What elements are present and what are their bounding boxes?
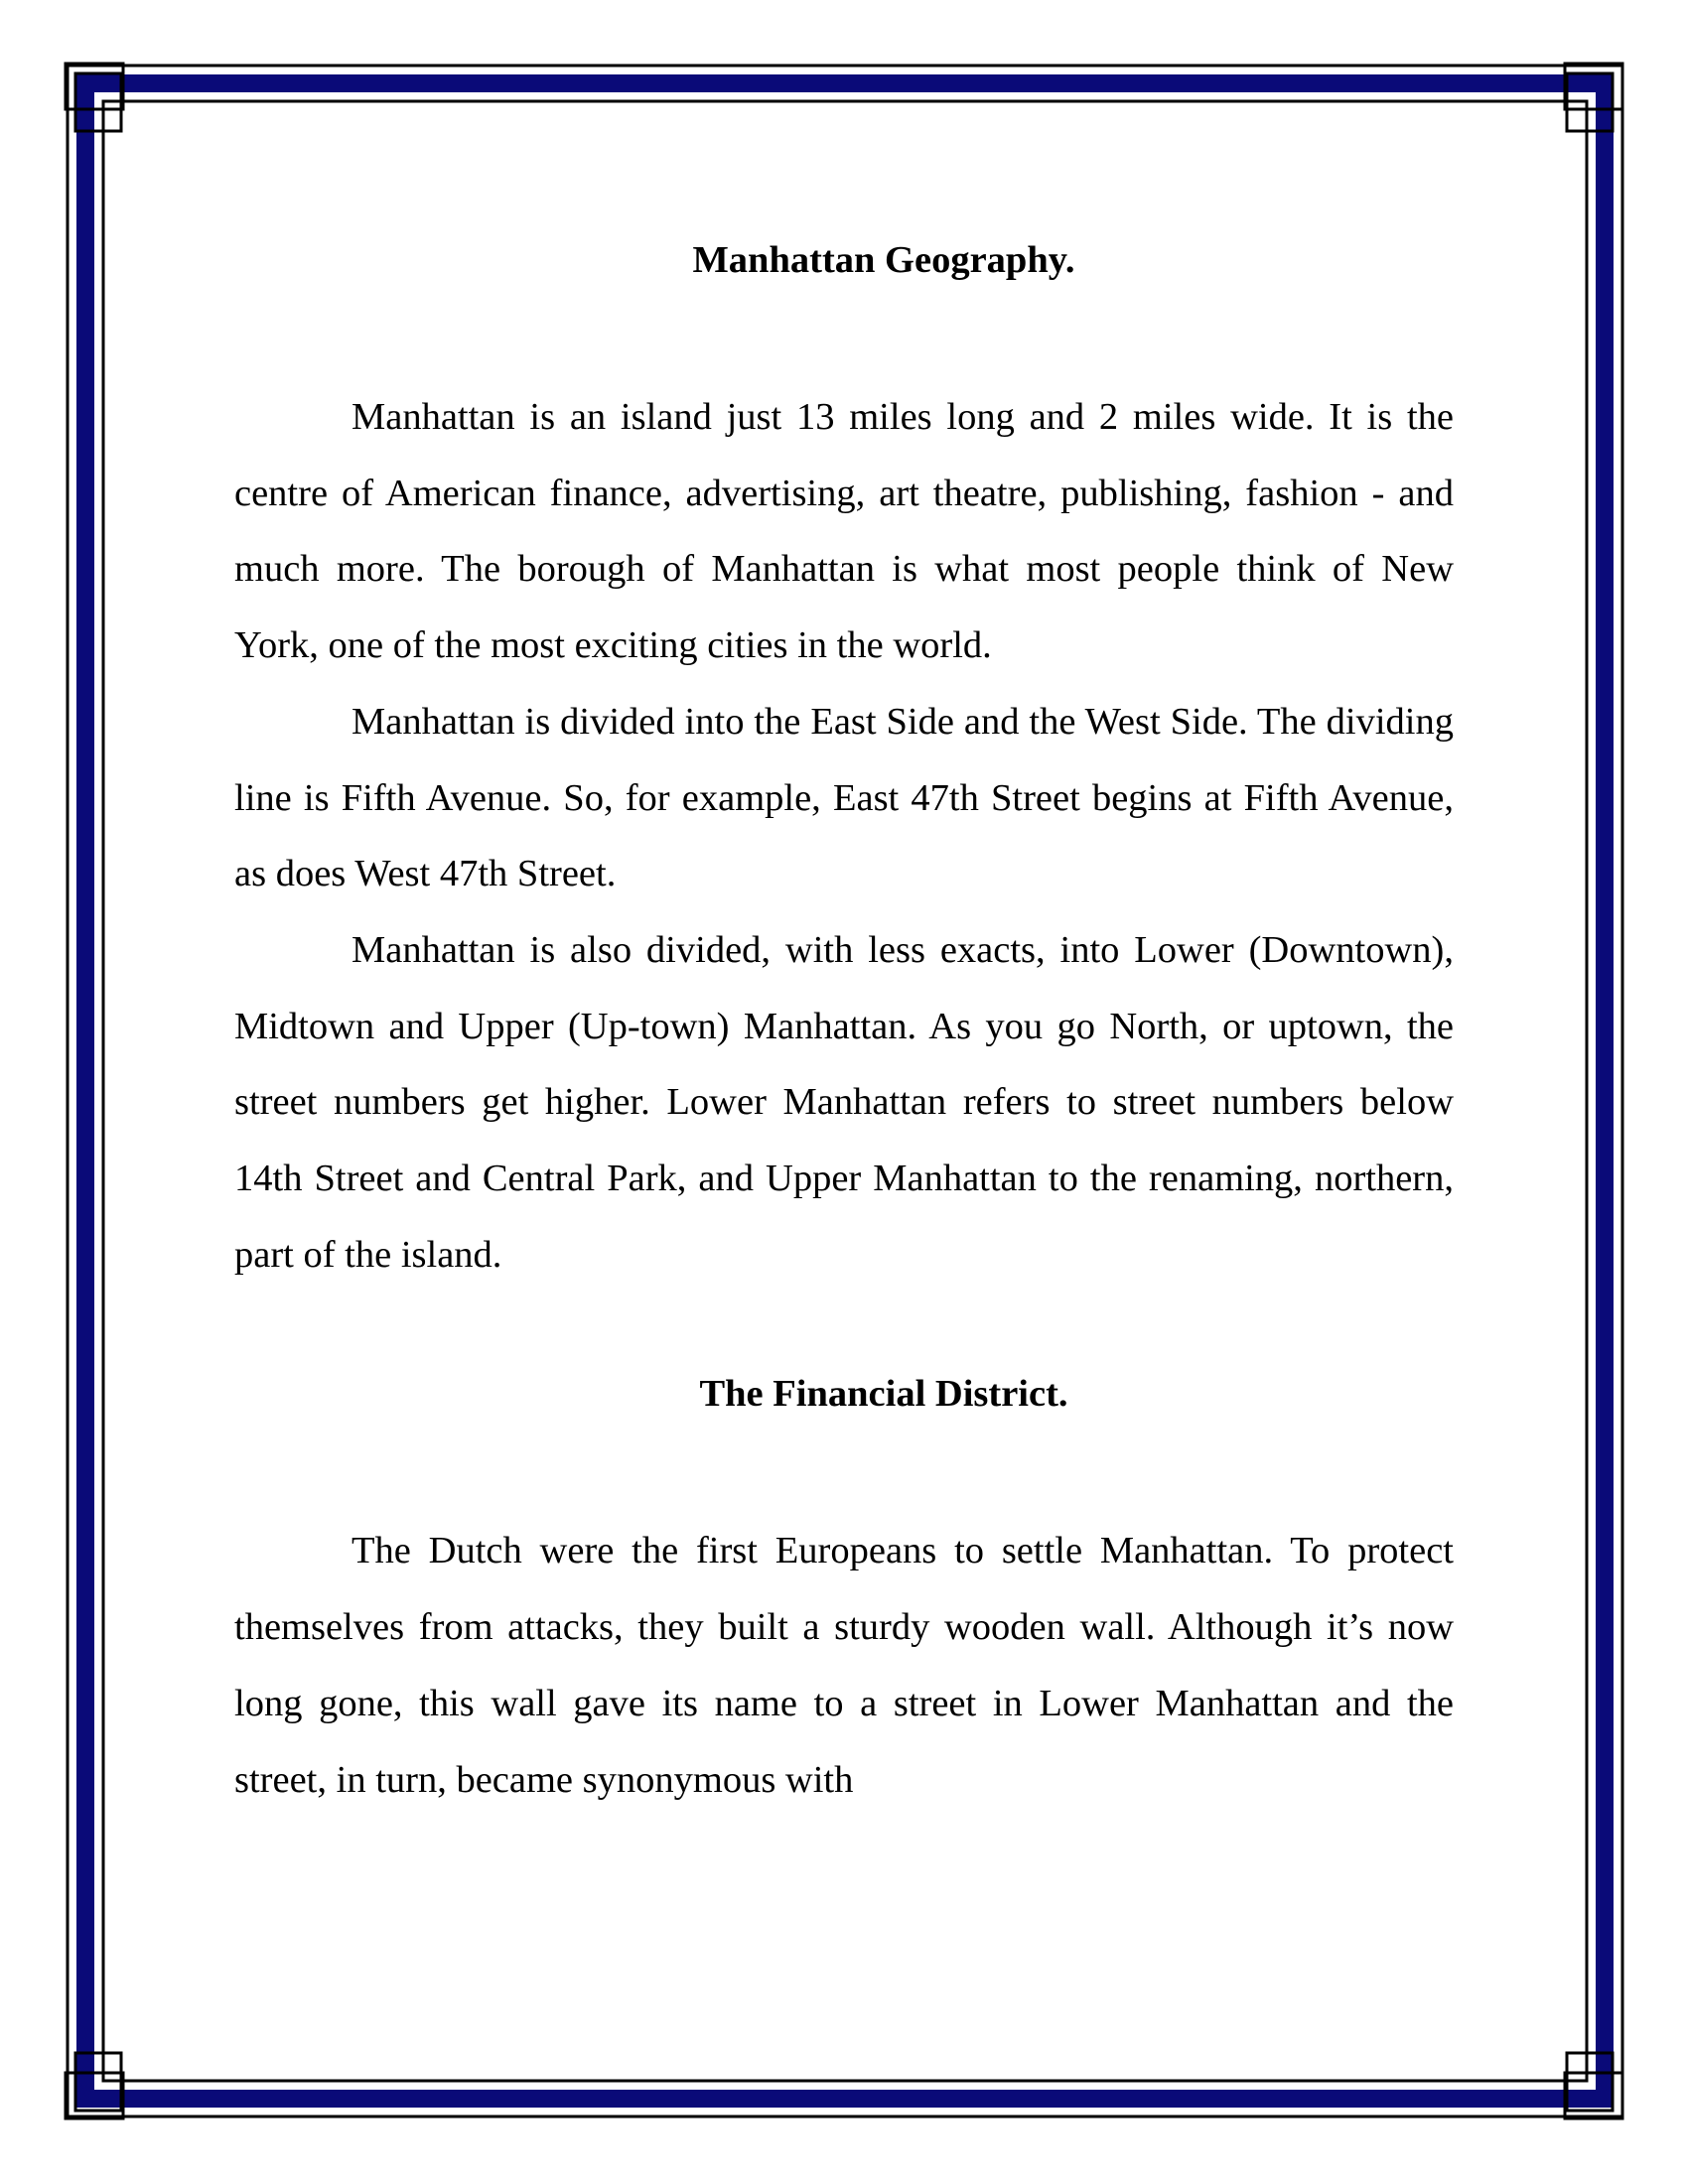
section-heading-financial-district: The Financial District.	[699, 1373, 1068, 1416]
paragraph: Manhattan is also divided, with less exacts, into Lower (Downtown), Midtown and Upper (Up-town) Manhattan. As you go North, or uptown, the street numbers get higher. Lower Manhattan refers to street numbers below 14th Street and Central Park, and Upper Manhattan to the renaming, northern, part of the island.	[234, 928, 1454, 1276]
document-body	[234, 230, 1454, 1818]
corner-ornament-top-right	[1565, 64, 1622, 131]
section-heading-geography: Manhattan Geography.	[692, 239, 1075, 281]
paragraph: The Dutch were the first Europeans to settle Manhattan. To protect themselves from attacks, they built a sturdy wooden wall. Although it’s now long gone, this wall gave its name to a street in Lower Manhattan and the street, in turn, became synonymous with	[234, 1530, 1454, 1801]
paragraph: Manhattan is divided into the East Side and the West Side. The dividing line is Fifth Avenue. So, for example, East 47th Street begins at Fifth Avenue, as does West 47th Street.	[234, 700, 1454, 895]
corner-ornament-bottom-right	[1565, 2053, 1622, 2118]
paragraph: Manhattan is an island just 13 miles long and 2 miles wide. It is the centre of American finance, advertising, art theatre, publishing, fashion - and much more. The borough of Manhattan is what most people think of New York, one of the most exciting cities in the world.	[234, 396, 1454, 667]
